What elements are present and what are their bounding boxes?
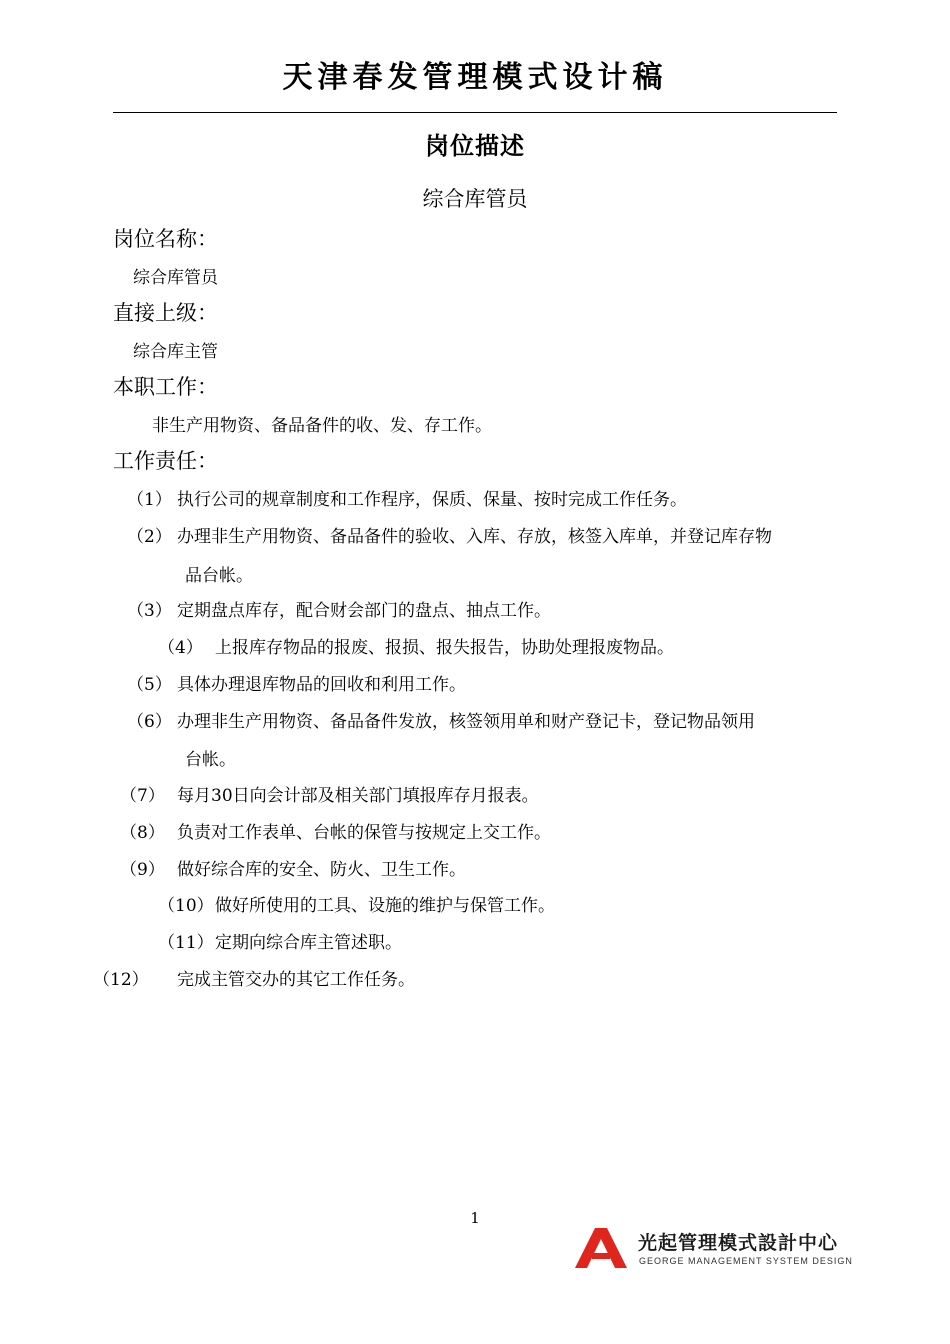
duty-number: （12） [93,970,149,990]
duty-text: 上报库存物品的报废、报损、报失报告，协助处理报废物品。 [215,638,674,658]
duty-text: 负责对工作表单、台帐的保管与按规定上交工作。 [177,823,551,843]
main-work-label: 本职工作： [113,375,218,399]
duty-number: （11） [158,933,214,953]
duty-text: 办理非生产用物资、备品备件的验收、入库、存放，核签入库单，并登记库存物 [177,527,772,547]
responsibilities-label: 工作责任： [113,449,218,473]
duty-text-continuation: 品台帐。 [185,566,253,586]
company-logo [575,1226,853,1272]
document-header-title: 天津春发管理模式设计稿 [282,60,668,95]
page-number: 1 [470,1209,480,1227]
document-type-heading: 岗位描述 [425,132,525,160]
position-name-value: 综合库管员 [133,268,218,288]
duty-text: 做好综合库的安全、防火、卫生工作。 [177,860,466,880]
supervisor-value: 综合库主管 [133,342,218,362]
duty-number: （2） [127,527,172,547]
duty-number: （1） [127,490,172,510]
duty-text: 每月30日向会计部及相关部门填报库存月报表。 [177,786,539,806]
duty-number: （6） [127,712,172,732]
duty-number: （3） [127,601,172,621]
main-work-value: 非生产用物资、备品备件的收、发、存工作。 [152,416,492,436]
logo-a-mark-icon [575,1228,627,1268]
duty-text: 具体办理退库物品的回收和利用工作。 [177,675,466,695]
duty-text-continuation: 台帐。 [185,750,236,770]
header-divider [113,112,837,113]
duty-number: （4） [158,638,203,658]
duty-number: （5） [127,675,172,695]
duty-text: 执行公司的规章制度和工作程序，保质、保量、按时完成工作任务。 [177,490,687,510]
duty-text: 完成主管交办的其它工作任务。 [177,970,415,990]
duty-text: 定期盘点库存，配合财会部门的盘点、抽点工作。 [177,601,551,621]
duty-number: （10） [158,896,214,916]
duty-text: 定期向综合库主管述职。 [215,933,402,953]
duty-number: （9） [120,860,165,880]
duty-text: 做好所使用的工具、设施的维护与保管工作。 [215,896,555,916]
duty-number: （8） [120,823,165,843]
duty-number: （7） [120,786,165,806]
position-name-label: 岗位名称： [113,227,218,251]
job-title: 综合库管员 [422,187,528,211]
logo-english-name: GEORGE MANAGEMENT SYSTEM DESIGN [639,1256,853,1266]
duty-text: 办理非生产用物资、备品备件发放，核签领用单和财产登记卡，登记物品领用 [177,712,755,732]
supervisor-label: 直接上级： [113,301,218,325]
logo-chinese-name: 光起管理模式設計中心 [638,1232,839,1254]
